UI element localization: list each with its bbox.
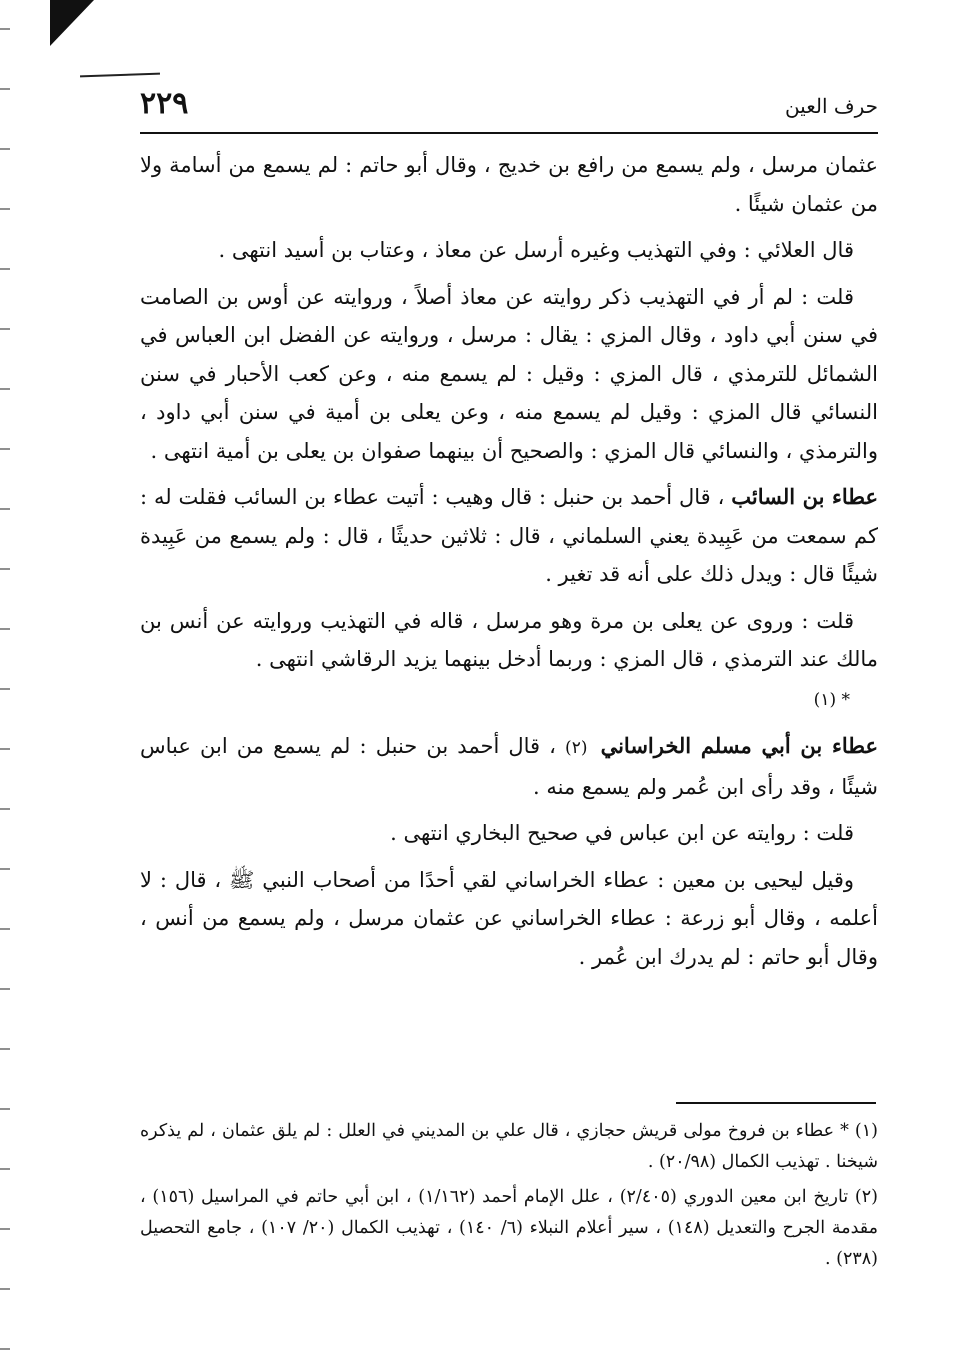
asterisk-mark: *: [841, 689, 850, 710]
entry-heading: عطاء بن السائب: [731, 484, 878, 509]
paragraph-1: عثمان مرسل ، ولم يسمع من رافع بن خديج ، وقال أبو حاتم : لم يسمع من أسامة ولا من عثمان شيئًا .: [140, 153, 878, 216]
footnote-2: (٢) تاريخ ابن معين الدوري (٢/٤٠٥) ، علل الإمام أحمد (١/١٦٢) ، ابن أبي حاتم في المراسيل (١٥٦) ، مقدمة الجرح والتعديل (١٤٨) ، سير أعلام النبلاء (٦/ ١٤٠) ، تهذيب الكمال (٢٠/ ١٠٧) ، جامع التحصيل (٢٣٨) .: [140, 1187, 878, 1269]
running-title: حرف العين: [784, 94, 878, 118]
entry-heading-2: عطاء بن أبي مسلم الخراساني: [600, 733, 879, 758]
scan-dash-mark: [80, 73, 160, 78]
scan-corner-mark: [50, 0, 94, 46]
page-number: ٢٢٩: [140, 86, 189, 121]
entry-text-2: ، قال أحمد بن حنبل : لم يسمع من ابن عباس شيئًا ، وقد رأى ابن عُمر ولم يسمع منه .: [140, 734, 878, 799]
paragraph-2: قال العلائي : وفي التهذيب وغيره أرسل عن معاذ ، وعتاب بن أسيد انتهى .: [218, 238, 854, 262]
paragraph-5-text: قلت : وروى عن يعلى بن مرة وهو مرسل ، قاله في التهذيب وروايته عن أنس بن مالك عند الترمذي ، قال المزي : وربما أدخل بينهما يزيد الرقاشي انتهى .: [140, 608, 878, 671]
paragraph-5: [140, 602, 878, 720]
paragraph-8: وقيل ليحيى بن معين : عطاء الخراساني لقي أحدًا من أصحاب النبي ﷺ ، قال : لا أعلمه ، وقال أبو زرعة : عطاء الخراساني عن عثمان مرسل ، ولم يسمع من أنس ، وقال أبو حاتم : لم يدرك ابن عُمر .: [140, 867, 878, 969]
footnote-ref-2: (٢): [565, 738, 588, 758]
footnote-rule: [676, 1102, 876, 1104]
footnote-ref-1: (١): [813, 689, 837, 710]
footnote-1: (١) * عطاء بن فروخ مولى قريش حجازي ، قال علي بن المديني في العلل : لم يلق عثمان ، لم يذكره شيخنا . تهذيب الكمال (٢٠/٩٨) .: [140, 1121, 878, 1172]
entry-ata-al-khurasani: [140, 727, 878, 806]
entry-text: ، قال أحمد بن حنبل : قال وهيب : أتيت عطاء بن السائب فقلت له : كم سمعت من عَبِيدة يعني السلماني ، قال : ثلاثين حديثًا ، قال : ولم يسمع من عَبِيدة شيئًا قال : ويدل ذلك على أنه قد تغير .: [140, 485, 878, 586]
paragraph-3: قلت : لم أر في التهذيب ذكر روايته عن معاذ أصلاً ، وروايته عن أوس بن الصامت في سنن أبي داود ، وقال المزي : يقال : مرسل ، وروايته عن الفضل ابن العباس في الشمائل للترمذي ، قال المزي : وقيل : لم يسمع منه ، وعن كعب الأحبار في سنن النسائي قال المزي : وقيل لم يسمع منه ، وعن يعلى بن أمية في سنن أبي داود ، والترمذي ، والنسائي قال المزي : والصحيح أن بينهما صفوان بن يعلى بن أمية انتهى .: [140, 284, 878, 463]
footnotes: [140, 1116, 878, 1279]
scan-margin-artifact: [0, 0, 10, 1371]
main-text: [140, 146, 878, 984]
entry-ata-ibn-al-saib: [140, 478, 878, 594]
page-header: [140, 80, 878, 130]
header-rule: [140, 132, 878, 134]
footnote-marker: [814, 681, 874, 720]
paragraph-7: قلت : روايته عن ابن عباس في صحيح البخاري انتهى .: [390, 821, 854, 845]
